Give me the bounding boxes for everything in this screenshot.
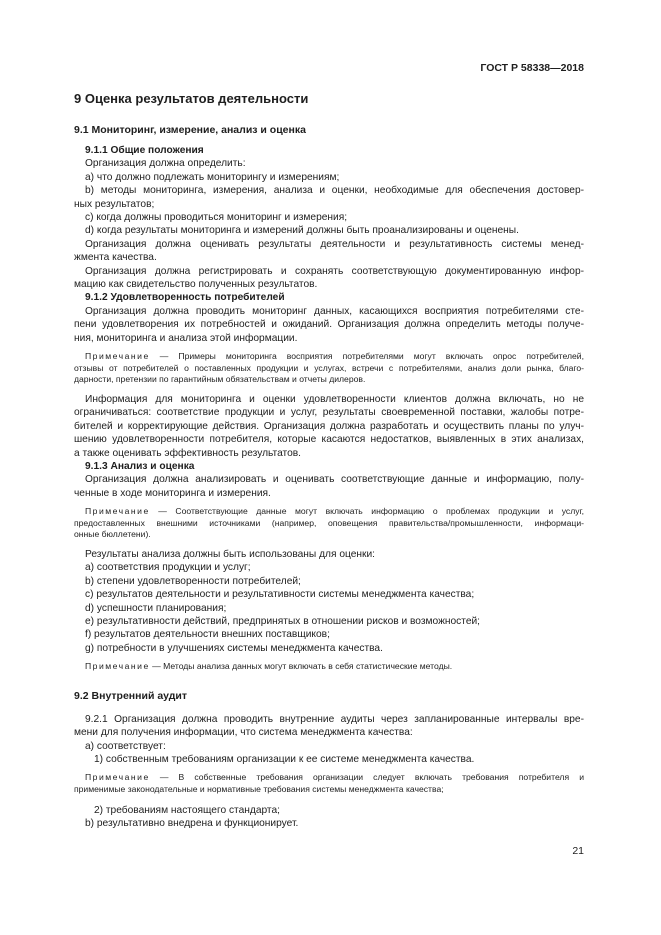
list-item: d) когда результаты мониторинга и измерений должны быть проанализированы и оценены.	[85, 225, 519, 237]
page-content	[74, 91, 584, 830]
paragraph-continuation: а также оценивать эффективность результатов.	[74, 447, 301, 459]
list-item: d) успешности планирования;	[85, 602, 227, 614]
list-item-continuation: ных результатов;	[74, 198, 155, 210]
paragraph-continuation: ния, мониторинга и анализа этой информации.	[74, 332, 298, 344]
paragraph-continuation: ограничиваться: соответствие продукции и услуг, результаты своевременной поставки, жалобы потре-	[74, 407, 584, 419]
note: Примечание — В собственные требования организации следует включать требования потребителя и	[85, 772, 584, 783]
paragraph-continuation: пени удовлетворения их потребностей и ожиданий. Организация должна определить методы получе-	[74, 319, 584, 331]
note-label: Примечание	[85, 661, 150, 672]
note-label: Примечание	[85, 506, 150, 517]
list-item: f) результатов деятельности внешних поставщиков;	[85, 629, 330, 641]
page-number: 21	[572, 845, 584, 857]
section-9-1-1-title: 9.1.1 Общие положения	[85, 145, 204, 156]
paragraph-continuation: жмента качества.	[74, 252, 157, 264]
section-9-title: 9 Оценка результатов деятельности	[74, 91, 309, 106]
note-continuation: применимые законодательные и нормативные требования системы менеджмента качества;	[74, 783, 444, 794]
paragraph-continuation: мени для получения информации, что система менеджмента качества:	[74, 727, 413, 739]
list-item: a) соответствует:	[85, 740, 166, 752]
section-9-1-3-title: 9.1.3 Анализ и оценка	[85, 460, 195, 472]
section-9-1-title: 9.1 Мониторинг, измерение, анализ и оценка	[74, 124, 306, 136]
list-item: e) результативности действий, предпринятых в отношении рисков и возможностей;	[85, 615, 481, 627]
paragraph: Организация должна анализировать и оценивать соответствующие данные и информацию, полу-	[85, 474, 584, 486]
paragraph-continuation: шению удовлетворенности потребителя, которые касаются недостатков, выявленных в этих анализах,	[74, 434, 584, 446]
paragraph: Организация должна оценивать результаты деятельности и результативность системы менед-	[85, 238, 584, 250]
note-label: Примечание	[85, 351, 150, 362]
note-continuation: предоставленных внешними источниками (например, оповещения правительства/промышленности, информаци-	[74, 517, 584, 528]
note-continuation: дарности, претензии по гарантийным обязательствам и отчеты дилеров.	[74, 374, 366, 385]
section-9-1-2-title: 9.1.2 Удовлетворенность потребителей	[85, 292, 285, 304]
document-header-id: ГОСТ Р 58338—2018	[480, 62, 584, 74]
note-label: Примечание	[85, 772, 150, 783]
paragraph: Организация должна проводить мониторинг данных, касающихся восприятия потребителями сте-	[85, 305, 584, 317]
sub-list-item: 1) собственным требованиям организации к ее системе менеджмента качества.	[94, 753, 475, 765]
sub-list-item: 2) требованиям настоящего стандарта;	[94, 804, 280, 816]
list-item: a) что должно подлежать мониторингу и измерениям;	[85, 171, 340, 183]
note-continuation: онные бюллетени).	[74, 529, 151, 540]
paragraph-continuation: мацию как свидетельство полученных результатов.	[74, 279, 318, 291]
section-9-2-title: 9.2 Внутренний аудит	[74, 689, 187, 702]
list-item: c) результатов деятельности и результативности системы менеджмента качества;	[85, 589, 475, 601]
note: Примечание — Методы анализа данных могут включать в себя статистические методы.	[85, 661, 453, 672]
paragraph: Информация для мониторинга и оценки удовлетворенности клиентов должна включать, но не	[85, 393, 584, 405]
list-intro: Результаты анализа должны быть использованы для оценки:	[85, 548, 375, 560]
paragraph: Организация должна регистрировать и сохранять соответствующую документированную инфор-	[85, 265, 584, 277]
paragraph: 9.2.1 Организация должна проводить внутренние аудиты через запланированные интервалы вре-	[85, 713, 584, 725]
note: Примечание — Примеры мониторинга восприятия потребителями могут включать опрос потребителей,	[85, 351, 584, 362]
paragraph-continuation: ченные в ходе мониторинга и измерения.	[74, 487, 271, 499]
paragraph-continuation: бителей и корректирующие действия. Организация должна разработать и осуществить планы по улуч-	[74, 420, 584, 432]
note-continuation: отзывы от потребителей о поставленных продукции и услугах, встречи с потребителями, анализ доли рынка, благо-	[74, 362, 584, 373]
paragraph: Организация должна определить:	[85, 158, 246, 170]
list-item: b) степени удовлетворенности потребителей;	[85, 575, 301, 587]
list-item: b) методы мониторинга, измерения, анализа и оценки, необходимые для обеспечения достовер-	[85, 185, 584, 197]
list-item: b) результативно внедрена и функционирует.	[85, 817, 299, 829]
list-item: g) потребности в улучшениях системы менеджмента качества.	[85, 642, 383, 654]
list-item: c) когда должны проводиться мониторинг и измерения;	[85, 212, 348, 224]
note: Примечание — Соответствующие данные могут включать информацию о проблемах продукции и услуг,	[85, 506, 584, 517]
list-item: a) соответствия продукции и услуг;	[85, 562, 251, 574]
